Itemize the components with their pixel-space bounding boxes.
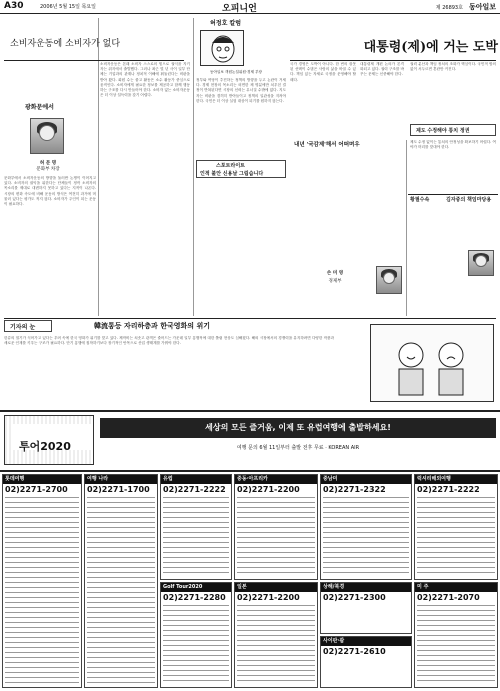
ad-cell[interactable] [320,636,412,688]
ad-cell[interactable] [234,582,318,688]
column4-body: 제도 수정 없이는 통치의 안정성을 확보하기 어렵다. 여야가 머리를 맞대야 한다. [410,140,496,150]
ad-divider [0,470,500,472]
column1-author-role: 문화부 차장 [36,167,60,172]
column3-body: 대통령제 개편 논의가 본격화되고 있다. 권력 구조를 바꾸는 문제는 신중해야 한다. [360,62,404,77]
column3-subhead: 내년 '국감제'해서 어떠며우 [294,142,360,148]
ad-cell[interactable] [2,474,82,688]
edition-number: 제 26893호 [435,4,463,11]
ad-cell-title: 여행 나라 [85,475,157,484]
ad-cell-title: 롯데여행 [3,475,81,484]
ad-top-label: 투어2020 [13,424,93,450]
ad-cell-phone: 02)2271-2280 [163,593,226,602]
sports-author-role: 경제부 [328,279,342,284]
ad-cell-phone: 02)2271-1700 [87,485,150,494]
column1-body: 문화부에서 소비자운동의 방향을 둘러싼 논쟁이 이어지고 있다. 소비자의 권익을 위한다는 단체들이 정작 소비자의 목소리를 제대로 대변하지 못하고 있다는 지적이 나온다. 시장의 변화 속도에 비해 운동의 방식은 여전히 과거에 머물러 있다는 평가도 적지 않다. 소비자가 주인이 되는 운동이 필요하다. [4,176,96,207]
ad-cell[interactable] [160,582,232,688]
ad-cell-phone: 02)2271-2222 [417,485,480,494]
sports-label: 스포트라이트 [216,163,245,169]
divider [408,194,498,195]
column6-headline: 김자중의 책임마당용 [446,197,492,203]
column7-headline: 韓流통등 자리하층과 한국영화의 위기 [94,321,210,330]
column-divider [193,18,194,316]
ad-divider [0,410,500,412]
column-divider [98,18,99,316]
sports-headline: 인적 불안 신용날 그림습니다 [200,171,264,177]
ad-cell-phone: 02)2271-2610 [323,647,386,656]
column2-body: 정부와 여당이 추진하는 정책의 방향을 두고 논란이 거세다. 경제 현장의 목소리는 외면한 채 명분에만 치우친 결정이 반복된다면 시장의 신뢰는 무너질 수밖에 없다. 지도자는 비판을 겸허히 받아들이고 정책의 일관성을 지켜야 한다. 국민은 더 이상 실험 대상이 되기를 원하지 않는다. [196,78,286,103]
column1-headline: 소비자운동에 소비자가 없다 [10,39,121,49]
sports-author-photo [376,266,402,294]
column6-label: 황필수속 [410,197,430,203]
ad-cell-title: 상해/북경 [321,583,411,592]
column2-body-cont: 국가 경영은 도박이 아니다. 한 번의 잘못된 선택이 수많은 사람의 삶을 바꿀 수 있다. 책임 있는 자세로 국정을 운영해야 할 때다. [290,62,356,82]
column3-body-cont: 권력 분산과 책임 정치의 조화가 핵심이다. 국민적 합의 없이 서두르면 혼란만 커진다. [410,62,496,72]
column2-label: 허정호 칼럼 [210,20,242,27]
ad-cell-title: 미 주 [415,583,497,592]
ad-cell-phone: 02)2271-2200 [237,593,300,602]
ad-cell-phone: 02)2271-2070 [417,593,480,602]
ad-cell-phone: 02)2271-2300 [323,593,386,602]
newspaper-name: 동아일보 [468,3,496,11]
column1-label: 광화문에서 [25,104,54,111]
ad-cell-phone: 02)2271-2700 [5,485,68,494]
ad-cell-title: 중동·아프리카 [235,475,317,484]
ad-cell-title: 유럽 [161,475,231,484]
column1-author: 허 문 명 [39,161,57,166]
ad-cell[interactable] [160,474,232,580]
ad-headline-band[interactable]: 세상의 모든 즐거움, 이제 또 유럽여행에 출발하세요! [100,418,496,438]
portrait-illustration [201,31,244,66]
divider [4,60,184,61]
ad-cell[interactable] [320,582,412,634]
editorial-cartoon [370,324,494,402]
column3-headline: 대통령(제)에 거는 도박 [363,40,498,55]
page-number: A30 [4,1,24,11]
ad-cell-phone: 02)2271-2322 [323,485,386,494]
ad-logo-block[interactable] [4,415,94,465]
ad-cell-phone: 02)2271-2222 [163,485,226,494]
ad-subline: 여행 문의 6월 11일부터 출발 전후 무료 · KOREAN AIR [236,445,360,451]
section-title: 오피니언 [222,4,257,14]
divider [290,60,496,61]
ad-cell[interactable] [234,474,318,580]
author-photo [30,118,64,154]
masthead-right [436,2,496,12]
ad-cell[interactable] [84,474,158,688]
column-divider [406,140,407,316]
issue-date: 2006년 5월 15일 목요일 [40,4,97,10]
column6-photo [468,250,494,276]
ad-cell[interactable] [320,474,412,580]
ad-cell[interactable] [414,474,498,580]
ad-cell[interactable] [414,582,498,688]
cartoon-illustration [371,325,494,402]
ad-cell-title: 럭셔리해외여행 [415,475,497,484]
ad-cell-title: Golf Tour2020 [161,583,231,592]
ad-cell-phone: 02)2271-2200 [237,485,300,494]
masthead [0,0,500,14]
column4-box-title: 제도 수정해야 통치 정권 [416,128,470,134]
ad-cell-title: 사이판·괌 [321,637,411,646]
column2-author-caption: 동아일보 객원논설위원·경제 부장 [209,70,263,74]
column7-label: 기자의 눈 [10,324,36,331]
ad-cell-title: 중남미 [321,475,411,484]
column1-body-cont: 소비자운동은 본래 소비자 스스로의 힘으로 권익을 지키자는 취지에서 출발했다. 그러나 최근 몇 년 사이 일부 단체는 기업과의 관계나 정치적 이해에 휘둘린다는 비판을 받아 왔다. 회원 수는 줄고 활동은 소수 활동가 중심으로 움직인다. 소비자에게 필요한 정보를 제공하고 함께 행동하는 구조를 다시 만들어야 한다. 소비자 없는 소비자운동은 더 이상 설득력을 갖기 어렵다. [100,62,190,98]
columnist-portrait [200,30,244,66]
divider [4,318,496,319]
column7-body: 한류의 열기가 식어가고 있다는 우려 속에 한국 영화가 위기를 맞고 있다. 제작비는 치솟고 관객은 줄어드는 가운데 일부 흥행작에 대한 쏠림 현상도 심해졌다. 해외 시장에서의 경쟁력을 유지하려면 다양한 작품과 새로운 인재를 키우는 구조가 필요하다. 단기 흥행에 집착하기보다 장기적인 안목으로 산업 생태계를 가꿔야 한다. [4,336,334,346]
sports-author: 손 미 영 [326,271,344,276]
ad-cell-title: 일본 [235,583,317,592]
